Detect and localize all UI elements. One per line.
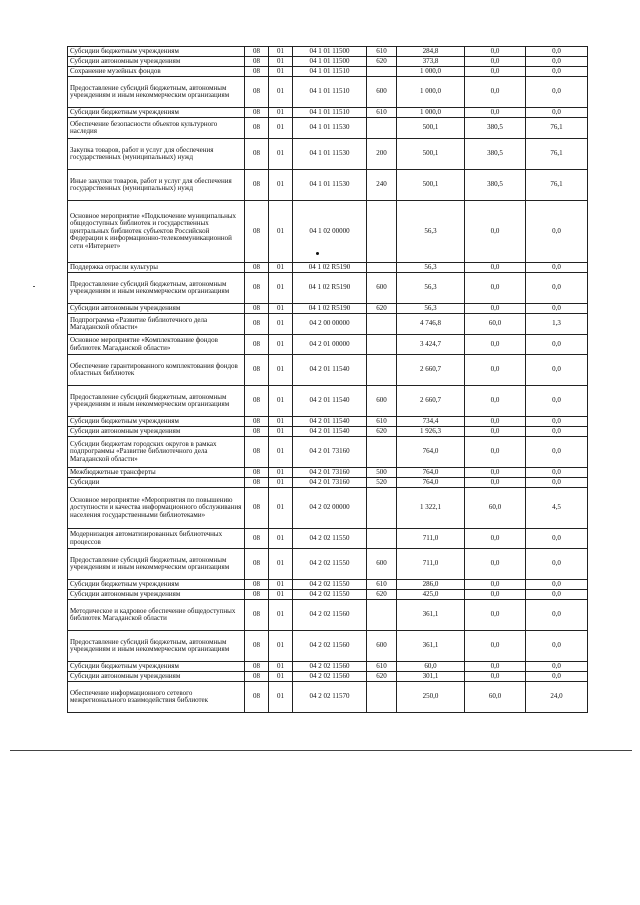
percent-cell: 0,0 (526, 417, 588, 427)
amount-cell: 425,0 (397, 590, 465, 600)
table-row (68, 600, 588, 631)
federal-amount-cell: 0,0 (465, 335, 526, 355)
scan-dash-mark (33, 286, 35, 287)
expense-type-cell: 610 (367, 47, 397, 57)
federal-amount-cell: 0,0 (465, 672, 526, 682)
section-code-cell: 08 (245, 273, 269, 304)
percent-cell: 0,0 (526, 478, 588, 488)
subsection-code-cell: 01 (269, 600, 293, 631)
subsection-code-cell: 01 (269, 386, 293, 417)
subsection-code-cell: 01 (269, 304, 293, 314)
table-row (68, 263, 588, 273)
percent-cell: 0,0 (526, 386, 588, 417)
amount-cell: 56,3 (397, 263, 465, 273)
row-name-cell: Обеспечение безопасности объектов культурного наследия (68, 118, 245, 139)
target-article-cell: 04 2 02 11550 (293, 580, 367, 590)
amount-cell: 711,0 (397, 529, 465, 549)
percent-cell: 4,5 (526, 488, 588, 529)
table-row (68, 386, 588, 417)
section-code-cell: 08 (245, 631, 269, 662)
subsection-code-cell: 01 (269, 549, 293, 580)
section-code-cell: 08 (245, 57, 269, 67)
subsection-code-cell: 01 (269, 437, 293, 468)
expense-type-cell (367, 600, 397, 631)
target-article-cell: 04 2 02 11560 (293, 631, 367, 662)
federal-amount-cell: 0,0 (465, 631, 526, 662)
subsection-code-cell: 01 (269, 427, 293, 437)
federal-amount-cell: 60,0 (465, 682, 526, 713)
table-row (68, 314, 588, 335)
amount-cell: 2 660,7 (397, 355, 465, 386)
section-code-cell: 08 (245, 437, 269, 468)
federal-amount-cell: 0,0 (465, 437, 526, 468)
budget-table (67, 46, 588, 713)
amount-cell: 361,1 (397, 600, 465, 631)
table-row (68, 355, 588, 386)
subsection-code-cell: 01 (269, 201, 293, 263)
federal-amount-cell: 0,0 (465, 355, 526, 386)
subsection-code-cell: 01 (269, 314, 293, 335)
amount-cell: 4 746,8 (397, 314, 465, 335)
percent-cell: 0,0 (526, 549, 588, 580)
table-row (68, 77, 588, 108)
section-code-cell: 08 (245, 600, 269, 631)
subsection-code-cell: 01 (269, 529, 293, 549)
expense-type-cell: 600 (367, 631, 397, 662)
section-code-cell: 08 (245, 549, 269, 580)
amount-cell: 1 000,0 (397, 67, 465, 77)
percent-cell: 76,1 (526, 139, 588, 170)
table-row (68, 488, 588, 529)
percent-cell: 0,0 (526, 67, 588, 77)
row-name-cell: Предоставление субсидий бюджетным, автономным учреждениям и иным некоммерческим организациям (68, 386, 245, 417)
row-name-cell: Основное мероприятие «Подключение муниципальных общедоступных библиотек и государственных центральных библиотек субъектов Российской Федерации к информационно-телекоммуникационной сети «Интернет» (68, 201, 245, 263)
amount-cell: 500,1 (397, 170, 465, 201)
percent-cell: 0,0 (526, 662, 588, 672)
target-article-cell: 04 2 02 11560 (293, 672, 367, 682)
amount-cell: 56,3 (397, 304, 465, 314)
target-article-cell: 04 1 02 00000 (293, 201, 367, 263)
budget-table-body (68, 47, 588, 713)
federal-amount-cell: 0,0 (465, 529, 526, 549)
percent-cell: 0,0 (526, 600, 588, 631)
expense-type-cell: 520 (367, 478, 397, 488)
expense-type-cell (367, 488, 397, 529)
subsection-code-cell: 01 (269, 335, 293, 355)
expense-type-cell: 610 (367, 108, 397, 118)
expense-type-cell (367, 263, 397, 273)
target-article-cell: 04 1 02 R5190 (293, 304, 367, 314)
target-article-cell: 04 1 02 R5190 (293, 263, 367, 273)
target-article-cell: 04 1 01 11510 (293, 67, 367, 77)
table-row (68, 580, 588, 590)
scan-dot-mark (316, 252, 319, 255)
row-name-cell: Подпрограмма «Развитие библиотечного дела Магаданской области» (68, 314, 245, 335)
subsection-code-cell: 01 (269, 57, 293, 67)
target-article-cell: 04 1 01 11530 (293, 139, 367, 170)
section-code-cell: 08 (245, 672, 269, 682)
federal-amount-cell: 60,0 (465, 314, 526, 335)
table-row (68, 47, 588, 57)
row-name-cell: Субсидии автономным учреждениям (68, 427, 245, 437)
row-name-cell: Методическое и кадровое обеспечение общедоступных библиотек Магаданской области (68, 600, 245, 631)
target-article-cell: 04 2 02 11570 (293, 682, 367, 713)
target-article-cell: 04 2 02 11550 (293, 590, 367, 600)
table-row (68, 549, 588, 580)
table-row (68, 57, 588, 67)
federal-amount-cell: 0,0 (465, 386, 526, 417)
target-article-cell: 04 1 02 R5190 (293, 273, 367, 304)
target-article-cell: 04 1 01 11530 (293, 118, 367, 139)
section-code-cell: 08 (245, 488, 269, 529)
expense-type-cell (367, 529, 397, 549)
federal-amount-cell: 0,0 (465, 273, 526, 304)
target-article-cell: 04 2 02 11550 (293, 529, 367, 549)
target-article-cell: 04 2 01 11540 (293, 386, 367, 417)
subsection-code-cell: 01 (269, 488, 293, 529)
amount-cell: 1 000,0 (397, 108, 465, 118)
percent-cell: 0,0 (526, 580, 588, 590)
subsection-code-cell: 01 (269, 478, 293, 488)
row-name-cell: Субсидии бюджетным учреждениям (68, 47, 245, 57)
row-name-cell: Предоставление субсидий бюджетным, автономным учреждениям и иным некоммерческим организациям (68, 273, 245, 304)
subsection-code-cell: 01 (269, 631, 293, 662)
subsection-code-cell: 01 (269, 273, 293, 304)
row-name-cell: Поддержка отрасли культуры (68, 263, 245, 273)
target-article-cell: 04 2 01 11540 (293, 355, 367, 386)
expense-type-cell (367, 335, 397, 355)
amount-cell: 373,8 (397, 57, 465, 67)
percent-cell: 0,0 (526, 437, 588, 468)
subsection-code-cell: 01 (269, 662, 293, 672)
subsection-code-cell: 01 (269, 468, 293, 478)
row-name-cell: Субсидии (68, 478, 245, 488)
percent-cell: 0,0 (526, 263, 588, 273)
section-code-cell: 08 (245, 108, 269, 118)
target-article-cell: 04 1 01 11530 (293, 170, 367, 201)
amount-cell: 301,1 (397, 672, 465, 682)
section-code-cell: 08 (245, 468, 269, 478)
expense-type-cell: 600 (367, 386, 397, 417)
row-name-cell: Субсидии бюджетным учреждениям (68, 662, 245, 672)
percent-cell: 0,0 (526, 355, 588, 386)
percent-cell: 1,3 (526, 314, 588, 335)
table-row (68, 682, 588, 713)
subsection-code-cell: 01 (269, 417, 293, 427)
federal-amount-cell: 380,5 (465, 118, 526, 139)
amount-cell: 1 926,3 (397, 427, 465, 437)
subsection-code-cell: 01 (269, 590, 293, 600)
table-row (68, 201, 588, 263)
section-code-cell: 08 (245, 77, 269, 108)
expense-type-cell: 200 (367, 139, 397, 170)
target-article-cell: 04 2 00 00000 (293, 314, 367, 335)
section-code-cell: 08 (245, 263, 269, 273)
percent-cell: 0,0 (526, 672, 588, 682)
section-code-cell: 08 (245, 682, 269, 713)
federal-amount-cell: 0,0 (465, 57, 526, 67)
percent-cell: 0,0 (526, 57, 588, 67)
amount-cell: 1 322,1 (397, 488, 465, 529)
percent-cell: 0,0 (526, 201, 588, 263)
expense-type-cell (367, 67, 397, 77)
table-row (68, 478, 588, 488)
percent-cell: 76,1 (526, 170, 588, 201)
percent-cell: 0,0 (526, 47, 588, 57)
federal-amount-cell: 0,0 (465, 580, 526, 590)
table-row (68, 590, 588, 600)
section-code-cell: 08 (245, 170, 269, 201)
target-article-cell: 04 2 01 11540 (293, 427, 367, 437)
table-row (68, 139, 588, 170)
section-code-cell: 08 (245, 304, 269, 314)
federal-amount-cell: 0,0 (465, 263, 526, 273)
target-article-cell: 04 2 01 00000 (293, 335, 367, 355)
subsection-code-cell: 01 (269, 139, 293, 170)
target-article-cell: 04 2 01 73160 (293, 478, 367, 488)
target-article-cell: 04 1 01 11510 (293, 77, 367, 108)
target-article-cell: 04 1 01 11500 (293, 47, 367, 57)
row-name-cell: Межбюджетные трансферты (68, 468, 245, 478)
table-row (68, 662, 588, 672)
subsection-code-cell: 01 (269, 682, 293, 713)
amount-cell: 734,4 (397, 417, 465, 427)
amount-cell: 500,1 (397, 139, 465, 170)
expense-type-cell: 600 (367, 549, 397, 580)
target-article-cell: 04 2 02 11560 (293, 662, 367, 672)
row-name-cell: Субсидии автономным учреждениям (68, 672, 245, 682)
section-code-cell: 08 (245, 417, 269, 427)
row-name-cell: Обеспечение информационного сетевого межрегионального взаимодействия библиотек (68, 682, 245, 713)
target-article-cell: 04 1 01 11510 (293, 108, 367, 118)
section-code-cell: 08 (245, 386, 269, 417)
federal-amount-cell: 0,0 (465, 662, 526, 672)
row-name-cell: Субсидии бюджетным учреждениям (68, 580, 245, 590)
amount-cell: 764,0 (397, 468, 465, 478)
amount-cell: 1 000,0 (397, 77, 465, 108)
federal-amount-cell: 60,0 (465, 488, 526, 529)
row-name-cell: Сохранение музейных фондов (68, 67, 245, 77)
expense-type-cell (367, 355, 397, 386)
amount-cell: 2 660,7 (397, 386, 465, 417)
expense-type-cell (367, 314, 397, 335)
federal-amount-cell: 0,0 (465, 47, 526, 57)
amount-cell: 361,1 (397, 631, 465, 662)
table-row (68, 170, 588, 201)
expense-type-cell: 620 (367, 427, 397, 437)
table-row (68, 118, 588, 139)
target-article-cell: 04 2 02 11560 (293, 600, 367, 631)
row-name-cell: Предоставление субсидий бюджетным, автономным учреждениям и иным некоммерческим организациям (68, 549, 245, 580)
section-code-cell: 08 (245, 662, 269, 672)
federal-amount-cell: 0,0 (465, 468, 526, 478)
section-code-cell: 08 (245, 118, 269, 139)
section-code-cell: 08 (245, 139, 269, 170)
percent-cell: 0,0 (526, 108, 588, 118)
federal-amount-cell: 0,0 (465, 590, 526, 600)
expense-type-cell: 610 (367, 417, 397, 427)
federal-amount-cell: 0,0 (465, 67, 526, 77)
amount-cell: 284,8 (397, 47, 465, 57)
row-name-cell: Субсидии бюджетным учреждениям (68, 108, 245, 118)
amount-cell: 286,0 (397, 580, 465, 590)
table-row (68, 273, 588, 304)
row-name-cell: Субсидии автономным учреждениям (68, 590, 245, 600)
budget-sheet (67, 46, 587, 713)
subsection-code-cell: 01 (269, 47, 293, 57)
expense-type-cell (367, 118, 397, 139)
amount-cell: 60,0 (397, 662, 465, 672)
row-name-cell: Субсидии автономным учреждениям (68, 304, 245, 314)
table-row (68, 437, 588, 468)
amount-cell: 711,0 (397, 549, 465, 580)
percent-cell: 76,1 (526, 118, 588, 139)
row-name-cell: Субсидии автономным учреждениям (68, 57, 245, 67)
expense-type-cell: 240 (367, 170, 397, 201)
target-article-cell: 04 1 01 11500 (293, 57, 367, 67)
percent-cell: 0,0 (526, 468, 588, 478)
table-row (68, 108, 588, 118)
subsection-code-cell: 01 (269, 672, 293, 682)
percent-cell: 0,0 (526, 335, 588, 355)
percent-cell: 0,0 (526, 77, 588, 108)
table-row (68, 468, 588, 478)
percent-cell: 24,0 (526, 682, 588, 713)
percent-cell: 0,0 (526, 590, 588, 600)
amount-cell: 56,3 (397, 273, 465, 304)
row-name-cell: Субсидии бюджетным учреждениям (68, 417, 245, 427)
percent-cell: 0,0 (526, 273, 588, 304)
row-name-cell: Предоставление субсидий бюджетным, автономным учреждениям и иным некоммерческим организациям (68, 77, 245, 108)
table-row (68, 304, 588, 314)
row-name-cell: Субсидии бюджетам городских округов в рамках подпрограммы «Развитие библиотечного дела Магаданской области» (68, 437, 245, 468)
percent-cell: 0,0 (526, 529, 588, 549)
row-name-cell: Предоставление субсидий бюджетным, автономным учреждениям и иным некоммерческим организациям (68, 631, 245, 662)
table-row (68, 529, 588, 549)
section-code-cell: 08 (245, 427, 269, 437)
page-bottom-rule (10, 750, 632, 751)
section-code-cell: 08 (245, 47, 269, 57)
expense-type-cell: 500 (367, 468, 397, 478)
amount-cell: 56,3 (397, 201, 465, 263)
amount-cell: 3 424,7 (397, 335, 465, 355)
federal-amount-cell: 0,0 (465, 478, 526, 488)
percent-cell: 0,0 (526, 631, 588, 662)
subsection-code-cell: 01 (269, 77, 293, 108)
table-row (68, 427, 588, 437)
row-name-cell: Закупка товаров, работ и услуг для обеспечения государственных (муниципальных) нужд (68, 139, 245, 170)
section-code-cell: 08 (245, 529, 269, 549)
section-code-cell: 08 (245, 67, 269, 77)
subsection-code-cell: 01 (269, 263, 293, 273)
row-name-cell: Основное мероприятие «Мероприятия по повышению доступности и качества информационного обслуживания населения государственными библиотеками» (68, 488, 245, 529)
row-name-cell: Основное мероприятие «Комплектование фондов библиотек Магаданской области» (68, 335, 245, 355)
expense-type-cell: 600 (367, 77, 397, 108)
federal-amount-cell: 0,0 (465, 417, 526, 427)
federal-amount-cell: 0,0 (465, 549, 526, 580)
expense-type-cell: 620 (367, 304, 397, 314)
table-row (68, 417, 588, 427)
federal-amount-cell: 0,0 (465, 201, 526, 263)
expense-type-cell: 620 (367, 57, 397, 67)
subsection-code-cell: 01 (269, 580, 293, 590)
federal-amount-cell: 0,0 (465, 108, 526, 118)
subsection-code-cell: 01 (269, 67, 293, 77)
subsection-code-cell: 01 (269, 118, 293, 139)
section-code-cell: 08 (245, 314, 269, 335)
amount-cell: 764,0 (397, 437, 465, 468)
federal-amount-cell: 0,0 (465, 77, 526, 108)
amount-cell: 250,0 (397, 682, 465, 713)
expense-type-cell: 620 (367, 672, 397, 682)
federal-amount-cell: 0,0 (465, 304, 526, 314)
target-article-cell: 04 2 02 11550 (293, 549, 367, 580)
row-name-cell: Иные закупки товаров, работ и услуг для обеспечения государственных (муниципальных) нужд (68, 170, 245, 201)
federal-amount-cell: 380,5 (465, 170, 526, 201)
expense-type-cell (367, 437, 397, 468)
percent-cell: 0,0 (526, 427, 588, 437)
federal-amount-cell: 0,0 (465, 427, 526, 437)
table-row (68, 67, 588, 77)
table-row (68, 631, 588, 662)
subsection-code-cell: 01 (269, 108, 293, 118)
subsection-code-cell: 01 (269, 355, 293, 386)
expense-type-cell: 600 (367, 273, 397, 304)
row-name-cell: Модернизация автоматизированных библиотечных процессов (68, 529, 245, 549)
federal-amount-cell: 380,5 (465, 139, 526, 170)
expense-type-cell: 620 (367, 590, 397, 600)
target-article-cell: 04 2 02 00000 (293, 488, 367, 529)
target-article-cell: 04 2 01 11540 (293, 417, 367, 427)
expense-type-cell: 610 (367, 662, 397, 672)
percent-cell: 0,0 (526, 304, 588, 314)
federal-amount-cell: 0,0 (465, 600, 526, 631)
expense-type-cell: 610 (367, 580, 397, 590)
amount-cell: 500,1 (397, 118, 465, 139)
section-code-cell: 08 (245, 478, 269, 488)
section-code-cell: 08 (245, 590, 269, 600)
section-code-cell: 08 (245, 201, 269, 263)
section-code-cell: 08 (245, 355, 269, 386)
section-code-cell: 08 (245, 335, 269, 355)
section-code-cell: 08 (245, 580, 269, 590)
expense-type-cell (367, 201, 397, 263)
amount-cell: 764,0 (397, 478, 465, 488)
target-article-cell: 04 2 01 73160 (293, 437, 367, 468)
row-name-cell: Обеспечение гарантированного комплектования фондов областных библиотек (68, 355, 245, 386)
expense-type-cell (367, 682, 397, 713)
table-row (68, 672, 588, 682)
subsection-code-cell: 01 (269, 170, 293, 201)
target-article-cell: 04 2 01 73160 (293, 468, 367, 478)
table-row (68, 335, 588, 355)
